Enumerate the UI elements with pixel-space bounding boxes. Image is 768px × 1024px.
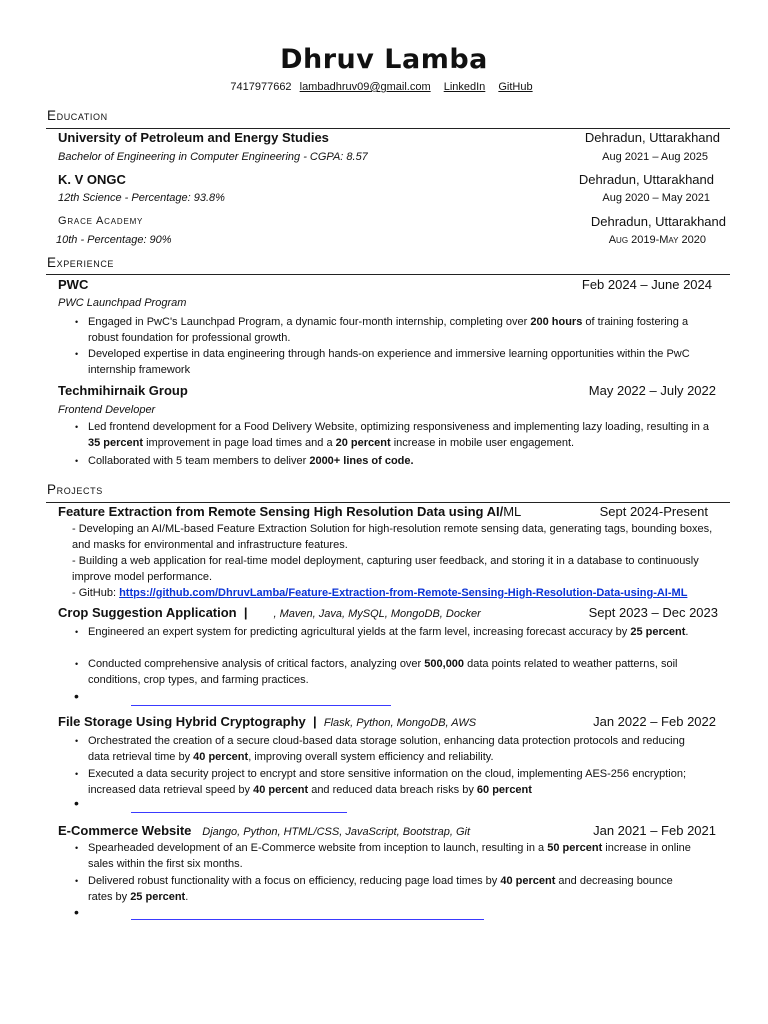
project-line: - Building a web application for real-time model deployment, capturing user feedback, and storing it in a database to continuously improve model performance. [72,555,699,583]
project-bullet: • Engineered an expert system for predicting agricultural yields at the farm level, increasing forecast accuracy by 25 percent. [88,624,700,640]
project-title: Feature Extraction from Remote Sensing High Resolution Data using AI/ML [58,504,522,519]
hyperlink-underline[interactable] [131,705,391,706]
section-rule [46,128,730,129]
edu-location: Dehradun, Uttarakhand [590,214,726,229]
edu-degree: Bachelor of Engineering in Computer Engineering - CGPA: 8.57 [58,151,368,163]
edu-dates: Aug 2021 – Aug 2025 [602,151,708,163]
linkedin-link[interactable]: LinkedIn [443,81,486,93]
job-company: PWC [58,277,89,292]
job-dates: May 2022 – July 2022 [588,383,716,398]
job-company: Techmihirnaik Group [58,383,188,398]
project-bullet: • Delivered robust functionality with a focus on efficiency, reducing page load times by 40 percent and decreasing bounce rates by 25 percent. [88,873,688,905]
project-dates: Sept 2024-Present [599,504,708,519]
hyperlink-underline[interactable] [131,919,484,920]
section-rule [46,274,730,275]
job-role: Frontend Developer [58,404,156,416]
project-title: E-Commerce Website Django, Python, HTML/CSS, JavaScript, Bootstrap, Git [58,823,471,838]
email-link[interactable]: lambadhruv09@gmail.com [299,81,431,93]
section-heading-education: Education [47,108,108,123]
project-dates: Sept 2023 – Dec 2023 [588,605,718,620]
project-dates: Jan 2022 – Feb 2022 [593,714,716,729]
project-github-link[interactable]: https://github.com/DhruvLamba/Feature-Extraction-from-Remote-Sensing-High-Resolution-Data-using-AI-ML [119,587,688,599]
job-dates: Feb 2024 – June 2024 [581,277,712,292]
project-github: - GitHub: https://github.com/DhruvLamba/Feature-Extraction-from-Remote-Sensing-High-Resolution-Data-using-AI-ML [72,587,688,599]
project-line: - Developing an AI/ML-based Feature Extraction Solution for high-resolution remote sensing data, generating tags, bounding boxes, and masks for environmental and infrastructure features. [72,523,713,551]
edu-location: Dehradun, Uttarakhand [578,172,714,187]
job-bullet: • Led frontend development for a Food Delivery Website, optimizing responsiveness and implementing lazy loading, resulting in a 35 percent improvement in page load times and a 20 percent increase in mobile user engagement. [88,419,718,451]
project-bullet: • Orchestrated the creation of a secure cloud-based data storage solution, enhancing data protection protocols and reducing data retrieval time by 40 percent, improving overall system efficiency and reliability. [88,733,700,765]
contact-line [0,81,768,93]
project-bullet: • Conducted comprehensive analysis of critical factors, analyzing over 500,000 data points related to weather patterns, soil conditions, crop types, and farming practices. [88,656,688,688]
github-link[interactable]: GitHub [498,81,533,93]
job-bullet: • Engaged in PwC's Launchpad Program, a dynamic four-month internship, completing over 200 hours of training fostering a robust foundation for professional growth. [88,314,718,346]
edu-school: University of Petroleum and Energy Studies [58,130,329,145]
edu-school: K. V ONGC [58,172,126,187]
section-heading-experience: Experience [47,255,115,270]
project-bullet: • Executed a data security project to encrypt and store sensitive information on the cloud, implementing AES-256 encryption; increased data retrieval speed by 40 percent and reduced data breach risks by 60 percent [88,766,688,798]
section-rule [46,502,730,503]
project-title: Crop Suggestion Application | , Maven, Java, MySQL, MongoDB, Docker [58,605,481,620]
edu-location: Dehradun, Uttarakhand [584,130,720,145]
resume-name: Dhruv Lamba [280,44,488,75]
edu-school: Grace Academy [58,215,144,227]
job-bullet: • Collaborated with 5 team members to deliver 2000+ lines of code. [88,453,718,469]
edu-dates: Aug 2019-May 2020 [608,234,706,246]
project-dates: Jan 2021 – Feb 2021 [593,823,716,838]
edu-degree: 12th Science - Percentage: 93.8% [58,192,225,204]
job-role: PWC Launchpad Program [58,297,187,309]
job-bullet: • Developed expertise in data engineering through hands-on experience and immersive learning opportunities within the PwC internship framework [88,346,718,378]
section-heading-projects: Projects [47,482,103,497]
project-bullet: • Spearheaded development of an E-Commerce website from inception to launch, resulting in a 50 percent increase in online sales within the first six months. [88,840,700,872]
phone-number: 7417977662 [230,81,292,93]
edu-dates: Aug 2020 – May 2021 [602,192,710,204]
hyperlink-underline[interactable] [131,812,347,813]
project-title: File Storage Using Hybrid Cryptography | Flask, Python, MongoDB, AWS [58,714,477,729]
edu-degree: 10th - Percentage: 90% [56,234,172,246]
